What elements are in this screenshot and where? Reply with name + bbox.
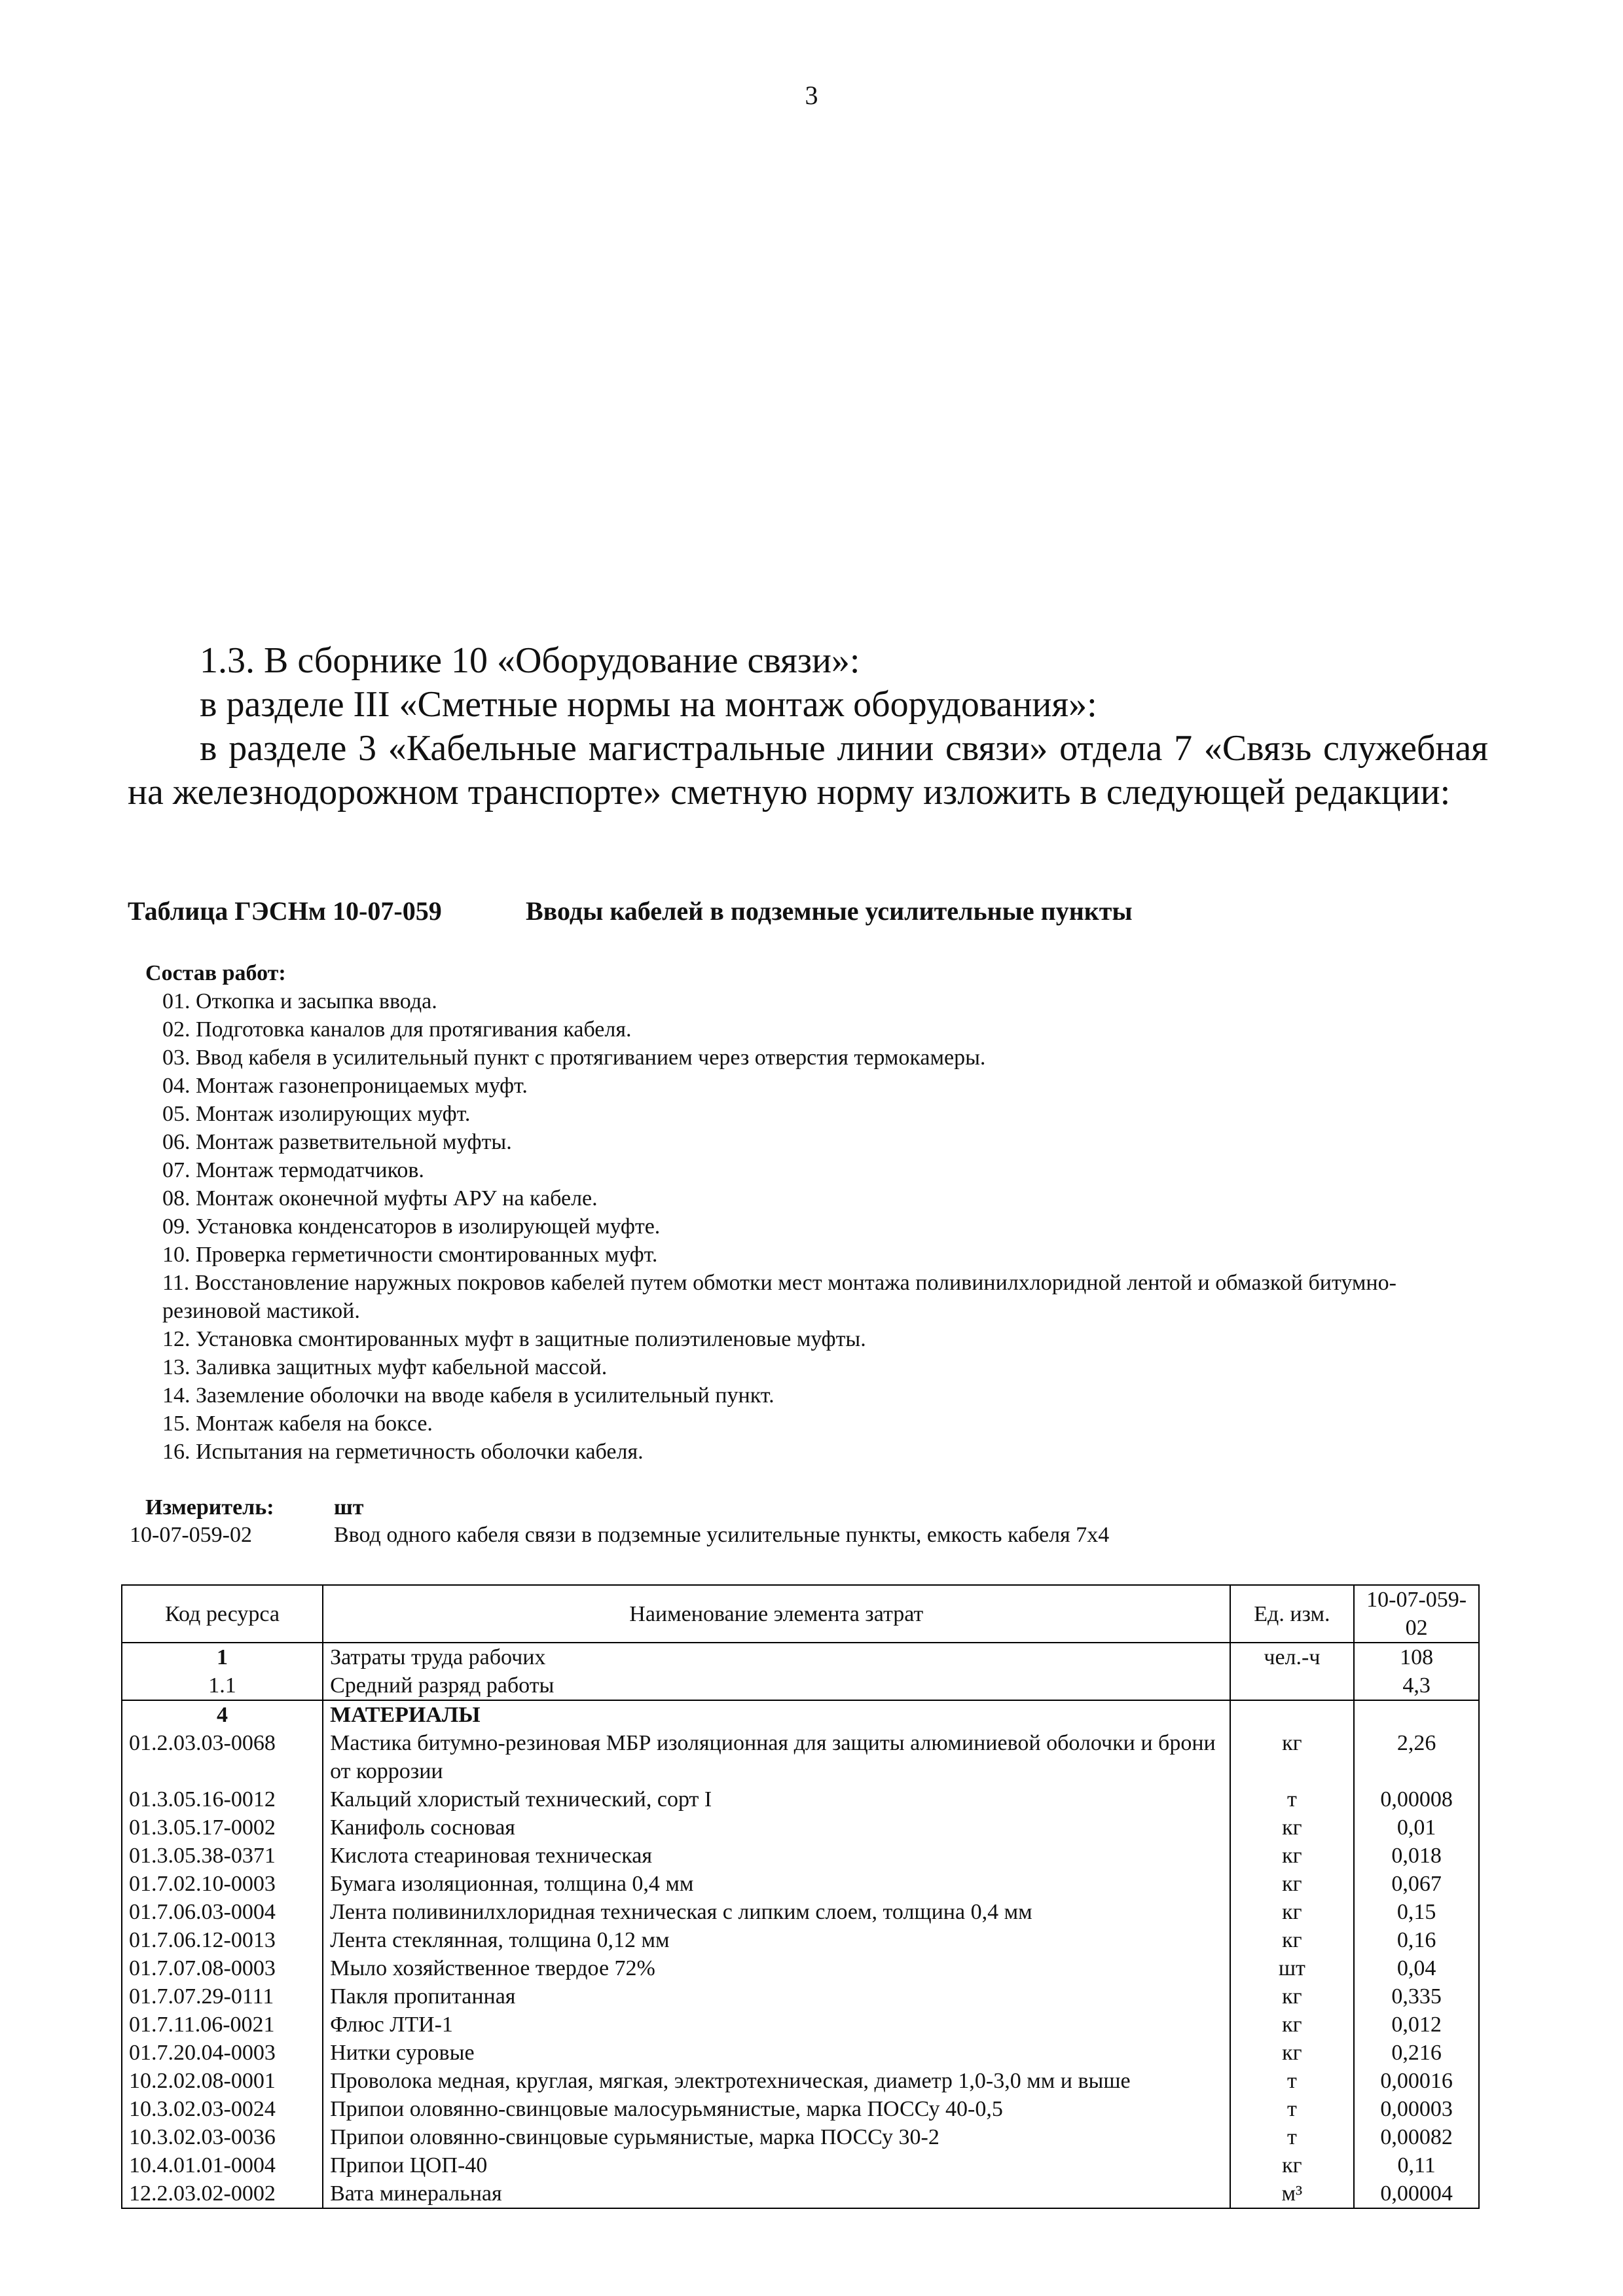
cell-cost-element: Бумага изоляционная, толщина 0,4 мм (323, 1870, 1230, 1898)
cell-unit: чел.-ч (1230, 1643, 1355, 1671)
cell-value: 0,018 (1354, 1842, 1479, 1870)
work-item: 05. Монтаж изолирующих муфт. (162, 1102, 471, 1126)
cell-unit: кг (1230, 1813, 1355, 1842)
page-number: 3 (805, 81, 818, 110)
cell-unit: м³ (1230, 2179, 1355, 2208)
cell-value: 0,11 (1354, 2151, 1479, 2179)
cell-unit: кг (1230, 2151, 1355, 2179)
cell-unit: кг (1230, 1729, 1355, 1785)
table-row (122, 2095, 1479, 2123)
work-item: 06. Монтаж разветвительной муфты. (162, 1130, 512, 1154)
table-row (122, 1870, 1479, 1898)
work-item: 09. Установка конденсаторов в изолирующей муфте. (162, 1214, 661, 1239)
work-item: 04. Монтаж газонепроницаемых муфт. (162, 1074, 528, 1098)
table-row (122, 2123, 1479, 2151)
cell-value: 0,00004 (1354, 2179, 1479, 2208)
cell-resource-code: 12.2.03.02-0002 (122, 2179, 323, 2208)
cell-cost-element: Припои ЦОП-40 (323, 2151, 1230, 2179)
table-row (122, 2039, 1479, 2067)
cell-value (1354, 1700, 1479, 1729)
work-item: 03. Ввод кабеля в усилительный пункт с протягиванием через отверстия термокамеры. (162, 1046, 986, 1070)
cell-resource-code: 01.7.06.12-0013 (122, 1926, 323, 1954)
table-row (122, 1982, 1479, 2011)
table-body (122, 1643, 1479, 2208)
cell-cost-element: Лента стеклянная, толщина 0,12 мм (323, 1926, 1230, 1954)
intro-line-3: в разделе 3 «Кабельные магистральные линии связи» отдела 7 «Связь служебная на железнодорожном транспорте» сметную норму изложить в следующей редакции: (128, 728, 1488, 812)
cell-value: 0,00082 (1354, 2123, 1479, 2151)
intro-line-2: в разделе III «Сметные нормы на монтаж оборудования»: (200, 684, 1097, 725)
cell-value: 0,16 (1354, 1926, 1479, 1954)
work-item: 02. Подготовка каналов для протягивания кабеля. (162, 1017, 632, 1042)
cell-value: 4,3 (1354, 1671, 1479, 1700)
cell-resource-code: 10.3.02.03-0024 (122, 2095, 323, 2123)
cell-resource-code: 01.7.20.04-0003 (122, 2039, 323, 2067)
cell-value: 0,04 (1354, 1954, 1479, 1982)
cell-value: 0,01 (1354, 1813, 1479, 1842)
work-item: 14. Заземление оболочки на вводе кабеля в усилительный пункт. (162, 1383, 775, 1408)
cell-cost-element: Пакля пропитанная (323, 1982, 1230, 2011)
measure-unit: шт (334, 1495, 364, 1520)
cell-resource-code: 10.4.01.01-0004 (122, 2151, 323, 2179)
table-row (122, 1898, 1479, 1926)
cell-cost-element: МАТЕРИАЛЫ (323, 1700, 1230, 1729)
cell-unit: т (1230, 1785, 1355, 1813)
table-row (122, 2151, 1479, 2179)
cell-value: 0,216 (1354, 2039, 1479, 2067)
cell-value: 0,012 (1354, 2011, 1479, 2039)
intro-text (128, 639, 1488, 814)
table-header-row (122, 1585, 1479, 1643)
cell-cost-element: Мыло хозяйственное твердое 72% (323, 1954, 1230, 1982)
table-row (122, 1813, 1479, 1842)
cell-unit: т (1230, 2095, 1355, 2123)
cell-resource-code: 01.3.05.38-0371 (122, 1842, 323, 1870)
cell-unit: кг (1230, 1982, 1355, 2011)
cell-resource-code: 4 (122, 1700, 323, 1729)
work-item: 13. Заливка защитных муфт кабельной массой. (162, 1355, 608, 1379)
cell-cost-element: Вата минеральная (323, 2179, 1230, 2208)
works-list (162, 987, 1459, 1466)
cell-unit: кг (1230, 1870, 1355, 1898)
cell-cost-element: Флюс ЛТИ-1 (323, 2011, 1230, 2039)
work-item: 01. Откопка и засыпка ввода. (162, 989, 437, 1013)
table-title-name: Вводы кабелей в подземные усилительные пункты (526, 896, 1133, 926)
cell-resource-code: 01.7.06.03-0004 (122, 1898, 323, 1926)
cell-cost-element: Припои оловянно-свинцовые сурьмянистые, марка ПОССу 30-2 (323, 2123, 1230, 2151)
works-heading: Состав работ: (145, 961, 286, 985)
cell-cost-element: Лента поливинилхлоридная техническая с липким слоем, толщина 0,4 мм (323, 1898, 1230, 1926)
cell-resource-code: 01.7.02.10-0003 (122, 1870, 323, 1898)
table-title-code: Таблица ГЭСНм 10-07-059 (128, 896, 442, 926)
table-row (122, 1926, 1479, 1954)
work-item: 12. Установка смонтированных муфт в защитные полиэтиленовые муфты. (162, 1327, 866, 1351)
norm-code: 10-07-059-02 (130, 1523, 252, 1547)
table-row (122, 1954, 1479, 1982)
cell-unit (1230, 1700, 1355, 1729)
header-cost-element: Наименование элемента затрат (323, 1585, 1230, 1643)
cell-cost-element: Мастика битумно-резиновая МБР изоляционная для защиты алюминиевой оболочки и брони от коррозии (323, 1729, 1230, 1785)
cell-unit: кг (1230, 2011, 1355, 2039)
cell-cost-element: Кислота стеариновая техническая (323, 1842, 1230, 1870)
work-item: 10. Проверка герметичности смонтированных муфт. (162, 1243, 658, 1267)
cell-value: 2,26 (1354, 1729, 1479, 1785)
cell-cost-element: Припои оловянно-свинцовые малосурьмянистые, марка ПОССу 40-0,5 (323, 2095, 1230, 2123)
cell-resource-code: 10.2.02.08-0001 (122, 2067, 323, 2095)
cell-unit: кг (1230, 2039, 1355, 2067)
cell-unit: т (1230, 2123, 1355, 2151)
resource-table (121, 1584, 1480, 2209)
table-row (122, 2011, 1479, 2039)
cell-cost-element: Канифоль сосновая (323, 1813, 1230, 1842)
cell-resource-code: 01.7.07.29-0111 (122, 1982, 323, 2011)
table-row (122, 1729, 1479, 1785)
cell-unit: кг (1230, 1842, 1355, 1870)
cell-resource-code: 1 (122, 1643, 323, 1671)
cell-unit: шт (1230, 1954, 1355, 1982)
table-row (122, 1842, 1479, 1870)
table-row (122, 1671, 1479, 1700)
cell-resource-code: 10.3.02.03-0036 (122, 2123, 323, 2151)
table-row (122, 1785, 1479, 1813)
table-row (122, 2179, 1479, 2208)
cell-unit (1230, 1671, 1355, 1700)
cell-resource-code: 01.7.11.06-0021 (122, 2011, 323, 2039)
cell-resource-code: 01.3.05.17-0002 (122, 1813, 323, 1842)
cell-value: 0,335 (1354, 1982, 1479, 2011)
cell-unit: кг (1230, 1926, 1355, 1954)
cell-value: 0,00016 (1354, 2067, 1479, 2095)
cell-cost-element: Затраты труда рабочих (323, 1643, 1230, 1671)
norm-description: Ввод одного кабеля связи в подземные усилительные пункты, емкость кабеля 7х4 (334, 1523, 1110, 1547)
cell-value: 0,00003 (1354, 2095, 1479, 2123)
work-item: 08. Монтаж оконечной муфты АРУ на кабеле. (162, 1186, 598, 1211)
cell-value: 0,067 (1354, 1870, 1479, 1898)
table-title (128, 896, 1133, 926)
cell-value: 0,00008 (1354, 1785, 1479, 1813)
table-row (122, 2067, 1479, 2095)
cell-unit: кг (1230, 1898, 1355, 1926)
work-item: 16. Испытания на герметичность оболочки кабеля. (162, 1440, 644, 1464)
cell-resource-code: 01.3.05.16-0012 (122, 1785, 323, 1813)
cell-cost-element: Нитки суровые (323, 2039, 1230, 2067)
work-item: 11. Восстановление наружных покровов кабелей путем обмотки мест монтажа поливинилхлоридной лентой и обмазкой битумно-резиновой мастикой. (162, 1271, 1396, 1323)
cell-unit: т (1230, 2067, 1355, 2095)
header-unit: Ед. изм. (1230, 1585, 1355, 1643)
work-item: 07. Монтаж термодатчиков. (162, 1158, 424, 1182)
header-resource-code: Код ресурса (122, 1585, 323, 1643)
cell-value: 0,15 (1354, 1898, 1479, 1926)
header-norm-value: 10-07-059-02 (1354, 1585, 1479, 1643)
cell-resource-code: 01.7.07.08-0003 (122, 1954, 323, 1982)
cell-resource-code: 01.2.03.03-0068 (122, 1729, 323, 1785)
cell-cost-element: Проволока медная, круглая, мягкая, электротехническая, диаметр 1,0-3,0 мм и выше (323, 2067, 1230, 2095)
table-row (122, 1700, 1479, 1729)
cell-cost-element: Средний разряд работы (323, 1671, 1230, 1700)
table-row (122, 1643, 1479, 1671)
cell-value: 108 (1354, 1643, 1479, 1671)
intro-line-1: 1.3. В сборнике 10 «Оборудование связи»: (200, 640, 860, 681)
cell-cost-element: Кальций хлористый технический, сорт I (323, 1785, 1230, 1813)
work-item: 15. Монтаж кабеля на боксе. (162, 1412, 433, 1436)
cell-resource-code: 1.1 (122, 1671, 323, 1700)
measure-label: Измеритель: (145, 1495, 274, 1520)
